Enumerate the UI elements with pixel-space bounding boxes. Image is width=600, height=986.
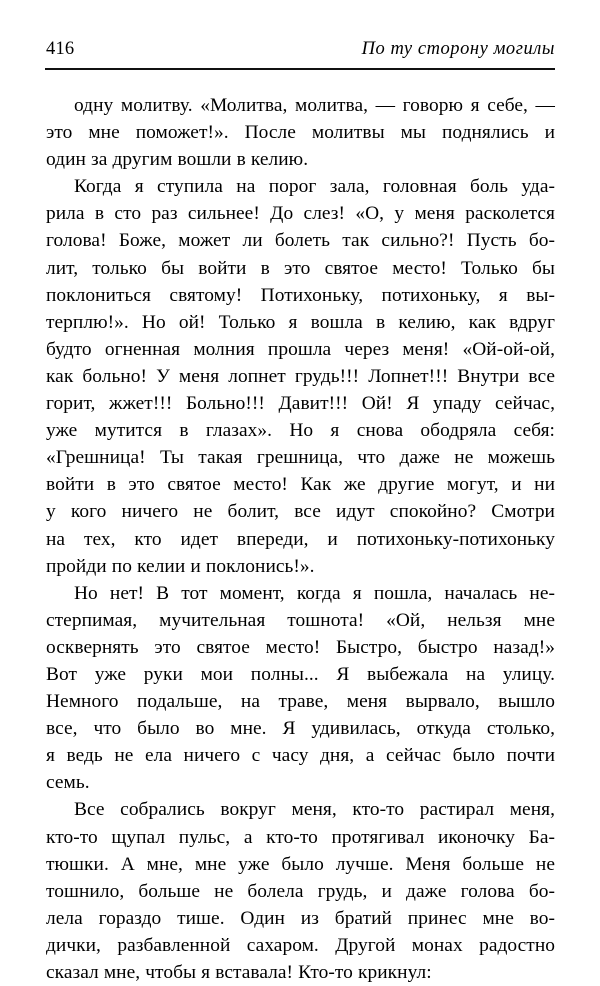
text-line: на тех, кто идет впереди, и потихоньку-потихоньку [46, 528, 555, 550]
text-line: терплю!». Но ой! Только я вошла в келию, как вдруг [46, 311, 555, 333]
text-line: это мне поможет!». После молитвы мы поднялись и [46, 122, 555, 144]
text-line: как больно! У меня лопнет грудь!!! Лопнет!!! Внутри все [46, 365, 555, 387]
text-line: семь. [46, 772, 90, 794]
paragraph [46, 92, 555, 173]
header-rule [45, 68, 555, 70]
paragraph [46, 173, 555, 579]
text-line: лела гораздо тише. Один из братий принес мне во- [46, 907, 555, 929]
running-head [46, 40, 555, 59]
text-line: «Грешница! Ты такая грешница, что даже не можешь [46, 447, 555, 469]
text-line: у кого ничего не болит, все идут спокойно? Смотри [46, 501, 555, 523]
text-line: Когда я ступила на порог зала, головная боль уда- [74, 176, 555, 198]
paragraph [46, 796, 555, 986]
text-line: Но нет! В тот момент, когда я пошла, началась не- [74, 582, 555, 604]
text-line: будто огненная молния прошла через меня! «Ой-ой-ой, [46, 338, 555, 360]
text-line: лит, только бы войти в это святое место! Только бы [46, 257, 555, 279]
text-line: одну молитву. «Молитва, молитва, — говорю я себе, — [74, 95, 555, 116]
text-line: дички, разбавленной сахаром. Другой монах радостно [46, 934, 555, 956]
text-line: сказал мне, чтобы я вставала! Кто-то крикнул: [46, 962, 432, 983]
page-number: 416 [46, 39, 75, 59]
text-line: тюшки. А мне, мне уже было лучше. Меня больше не [46, 853, 555, 875]
text-line: горит, жжет!!! Больно!!! Давит!!! Ой! Я упаду сейчас, [46, 393, 555, 415]
text-line: пройди по келии и поклонись!». [46, 555, 315, 577]
paragraph [46, 580, 555, 797]
text-line: Немного подальше, на траве, меня вырвало, вышло [46, 691, 555, 713]
text-line: уже мутится в глазах». Но я снова ободряла себя: [46, 420, 555, 442]
text-line: поклониться святому! Потихоньку, потихоньку, я вы- [46, 284, 555, 306]
text-line: один за другим вошли в келию. [46, 149, 309, 171]
text-line: рила в сто раз сильнее! До слез! «О, у меня расколется [46, 203, 555, 225]
text-line: кто-то щупал пульс, а кто-то протягивал иконочку Ба- [46, 826, 555, 848]
text-line: войти в это святое место! Как же другие могут, и ни [46, 474, 555, 496]
text-line: все, что было во мне. Я удивилась, откуда столько, [46, 718, 555, 740]
running-title: По ту сторону могилы [361, 39, 555, 59]
text-line: стерпимая, мучительная тошнота! «Ой, нельзя мне [46, 609, 555, 631]
text-line: Вот уже руки мои полны... Я выбежала на улицу. [46, 663, 555, 685]
text-line: Все собрались вокруг меня, кто-то растирал меня, [74, 799, 555, 821]
text-line: голова! Боже, может ли болеть так сильно?! Пусть бо- [46, 230, 555, 252]
text-line: тошнило, больше не болела грудь, и даже голова бо- [46, 880, 555, 902]
body-text [46, 92, 555, 986]
text-line: я ведь не ела ничего с часу дня, а сейчас было почти [46, 745, 555, 767]
text-line: осквернять это святое место! Быстро, быстро назад!» [46, 636, 555, 658]
